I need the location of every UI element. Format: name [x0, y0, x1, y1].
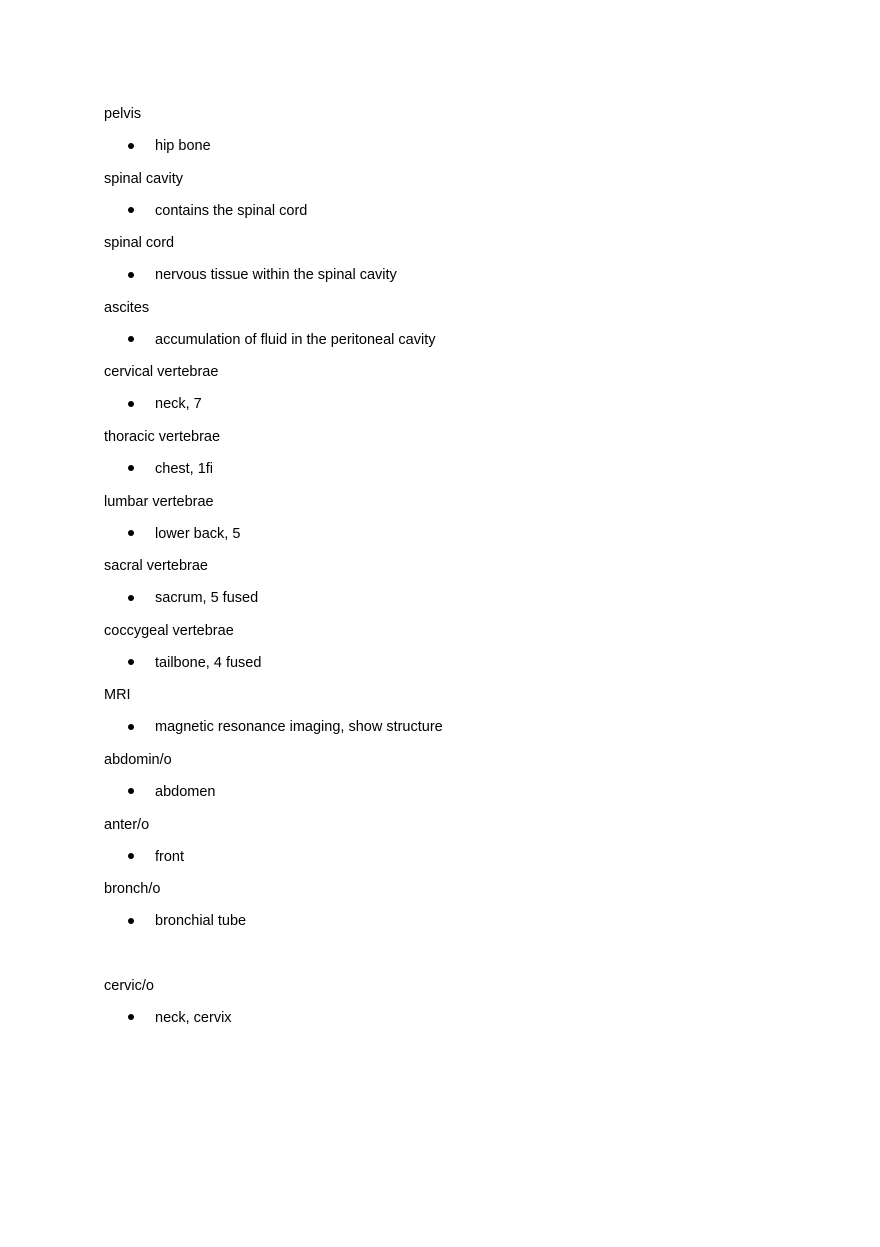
definition: bronchial tube: [155, 913, 247, 930]
list-item: [104, 104, 804, 169]
list-item: [104, 815, 804, 880]
list-item: [104, 362, 804, 427]
term: anter/o: [104, 816, 150, 833]
bullet-icon: [128, 1014, 134, 1020]
definition: chest, 1ﬁ: [155, 460, 214, 477]
term: abdomin/o: [104, 751, 172, 768]
definition: neck, 7: [155, 396, 202, 413]
bullet-icon: [128, 207, 134, 213]
term: ascites: [104, 299, 150, 316]
term: coccygeal vertebrae: [104, 622, 234, 639]
bullet-icon: [128, 788, 134, 794]
definition: magnetic resonance imaging, show structure: [155, 719, 443, 736]
definition: nervous tissue within the spinal cavity: [155, 267, 397, 284]
term: spinal cavity: [104, 170, 183, 187]
bullet-icon: [128, 918, 134, 924]
definition: hip bone: [155, 138, 211, 154]
list-item: [104, 750, 804, 815]
term: MRI: [104, 687, 131, 704]
bullet-icon: [128, 853, 134, 859]
list-item: [104, 879, 804, 944]
term: bronch/o: [104, 881, 161, 898]
definition: lower back, 5: [155, 525, 241, 542]
term: pelvis: [104, 106, 142, 122]
list-item: [104, 621, 804, 686]
list-item: [104, 169, 804, 234]
term: lumbar vertebrae: [104, 493, 214, 510]
list-item: [104, 976, 804, 1041]
list-item: [104, 298, 804, 363]
list-item: [104, 233, 804, 298]
bullet-icon: [128, 530, 134, 536]
bullet-icon: [128, 272, 134, 278]
term-list: [104, 104, 804, 1040]
bullet-icon: [128, 595, 134, 601]
term: sacral vertebrae: [104, 558, 208, 575]
term: thoracic vertebrae: [104, 428, 221, 445]
bullet-icon: [128, 401, 134, 407]
list-item: [104, 492, 804, 557]
definition: sacrum, 5 fused: [155, 590, 259, 607]
list-item: [104, 427, 804, 492]
definition: contains the spinal cord: [155, 202, 308, 219]
list-item: [104, 556, 804, 621]
definition: accumulation of fluid in the peritoneal cavity: [155, 331, 436, 348]
bullet-icon: [128, 724, 134, 730]
term: cervic/o: [104, 977, 154, 994]
bullet-icon: [128, 336, 134, 342]
bullet-icon: [128, 659, 134, 665]
term: cervical vertebrae: [104, 364, 219, 381]
definition: abdomen: [155, 783, 216, 800]
definition: front: [155, 848, 185, 865]
bullet-icon: [128, 143, 134, 149]
bullet-icon: [128, 465, 134, 471]
list-item: [104, 685, 804, 750]
term: spinal cord: [104, 235, 175, 252]
definition: neck, cervix: [155, 1009, 232, 1026]
definition: tailbone, 4 fused: [155, 654, 262, 671]
